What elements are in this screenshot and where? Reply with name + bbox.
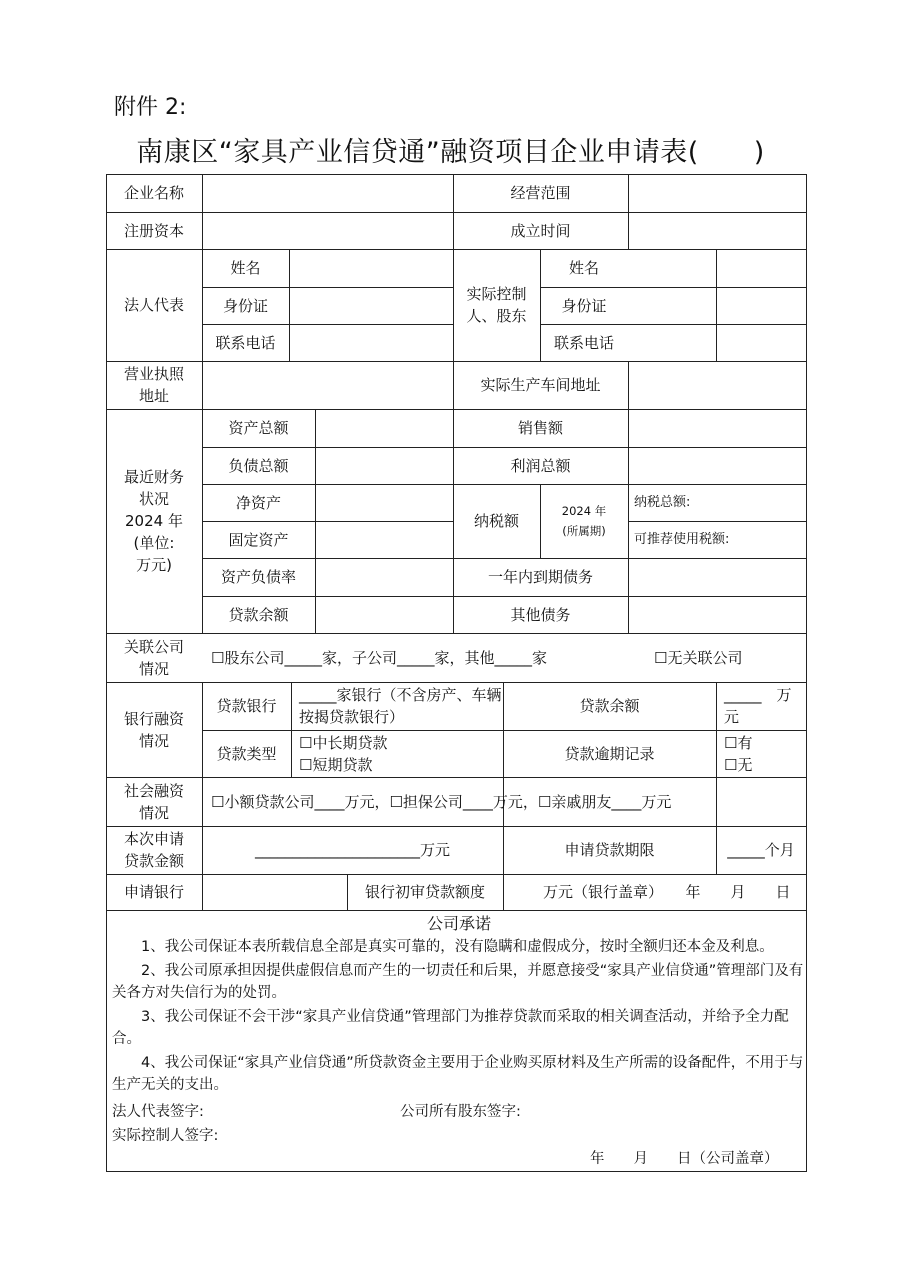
- label-total-tax[interactable]: 纳税总额:: [634, 494, 691, 510]
- shareholder-sign-label[interactable]: 公司所有股东签字:: [400, 1104, 521, 1120]
- label-debt-due: 一年内到期债务: [487, 568, 593, 586]
- promise-item-1: 1、我公司保证本表所载信息全部是真实可靠的，没有隐瞒和虚假成分，按时全额归还本金及利息。: [141, 939, 774, 955]
- label-net-assets: 净资产: [235, 493, 281, 512]
- label-loan-bank: 贷款银行: [216, 697, 277, 715]
- input-controller-phone-1[interactable]: [628, 324, 716, 361]
- input-debt-ratio[interactable]: [315, 558, 453, 596]
- input-debt-due[interactable]: [628, 558, 806, 596]
- input-sales[interactable]: [628, 409, 806, 447]
- label-overdue: 贷款逾期记录: [564, 744, 655, 763]
- label-legal-id: 身份证: [222, 296, 268, 315]
- promise-item-3: 3、我公司保证不会干涉“家具产业信贷通”管理部门为推荐贷款而采取的相关调查活动，并给予全力配合。: [112, 1009, 789, 1047]
- label-loan-balance-2: 贷款余额: [579, 697, 640, 715]
- company-promise: [112, 912, 806, 1096]
- label-controller-name: 姓名: [568, 259, 599, 277]
- label-total-liabilities: 负债总额: [228, 456, 289, 475]
- label-total-assets: 资产总额: [228, 419, 289, 437]
- label-tax-paid: 纳税额: [473, 512, 519, 530]
- table-rule-v: [806, 174, 807, 1172]
- input-total-liabilities[interactable]: [315, 447, 453, 484]
- no-related-checkbox[interactable]: ☐无关联公司: [654, 648, 743, 667]
- input-controller-id-1[interactable]: [628, 287, 716, 324]
- loan-balance-unit[interactable]: _____ 万: [724, 686, 792, 704]
- input-apply-bank[interactable]: [202, 874, 347, 910]
- loan-type-options[interactable]: ☐中长期贷款 ☐短期贷款: [299, 733, 388, 774]
- input-other-debt[interactable]: [628, 596, 806, 633]
- legal-sign-label[interactable]: 法人代表签字:: [112, 1104, 204, 1120]
- label-legal-name: 姓名: [230, 259, 261, 277]
- label-apply-amount: 本次申请 贷款金额: [123, 830, 184, 870]
- form-title: 南康区“家具产业信贷通”融资项目企业申请表( ): [136, 137, 765, 168]
- label-legal-rep: 法人代表: [123, 296, 184, 314]
- input-controller-id-2[interactable]: [716, 287, 806, 324]
- table-rule-h: [106, 910, 807, 911]
- label-total-profit: 利润总额: [510, 456, 571, 475]
- social-options[interactable]: ☐小额贷款公司____万元，☐担保公司____万元，☐亲戚朋友____万元: [211, 792, 672, 811]
- input-total-profit[interactable]: [628, 447, 806, 484]
- label-bank-initial: 银行初审贷款额度: [364, 883, 485, 901]
- label-recommend-tax[interactable]: 可推荐使用税额:: [634, 531, 730, 547]
- loan-balance-unit-yuan: 元: [724, 708, 740, 726]
- label-apply-bank: 申请银行: [123, 883, 184, 901]
- label-company-name: 企业名称: [123, 184, 184, 202]
- input-registered-capital[interactable]: [202, 212, 453, 249]
- label-loan-term: 申请贷款期限: [564, 841, 655, 859]
- loan-term-value[interactable]: _____个月: [727, 841, 795, 859]
- related-options[interactable]: ☐股东公司_____家，子公司_____家，其他_____家: [211, 648, 547, 667]
- attachment-label: 附件 2:: [114, 95, 187, 120]
- input-legal-name[interactable]: [289, 249, 453, 287]
- input-founded[interactable]: [628, 212, 806, 249]
- label-sales: 销售额: [517, 419, 563, 437]
- input-legal-phone[interactable]: [289, 324, 453, 361]
- label-founded: 成立时间: [510, 221, 571, 240]
- table-rule-h: [106, 1171, 807, 1172]
- label-controller-phone: 联系电话: [553, 333, 614, 352]
- label-tax-year: 2024 年 (所属期): [561, 504, 607, 538]
- label-other-debt: 其他债务: [510, 605, 571, 624]
- label-business-scope: 经营范围: [510, 184, 571, 202]
- input-company-name[interactable]: [202, 174, 453, 212]
- input-fixed-assets[interactable]: [315, 521, 453, 558]
- label-bank-finance: 银行融资 情况: [123, 709, 184, 750]
- loan-bank-value[interactable]: _____家银行（不含房产、车辆 按揭贷款银行）: [299, 686, 502, 726]
- label-social-finance: 社会融资 情况: [123, 781, 184, 822]
- input-legal-id[interactable]: [289, 287, 453, 324]
- label-related: 关联公司 情况: [123, 637, 184, 678]
- label-license-address: 营业执照 地址: [123, 365, 184, 405]
- input-controller-phone-2[interactable]: [716, 324, 806, 361]
- promise-item-4: 4、我公司保证“家具产业信贷通”所贷款资金主要用于企业购买原材料及生产所需的设备配件，不用于与生产无关的支出。: [112, 1055, 804, 1093]
- label-legal-phone: 联系电话: [215, 333, 276, 352]
- label-debt-ratio: 资产负债率: [220, 568, 296, 586]
- input-net-assets[interactable]: [315, 484, 453, 521]
- company-seal-date[interactable]: 年 月 日（公司盖章）: [590, 1151, 779, 1167]
- controller-sign-label[interactable]: 实际控制人签字:: [112, 1128, 219, 1144]
- input-loan-balance[interactable]: [315, 596, 453, 633]
- bank-seal-line[interactable]: 万元（银行盖章） 年 月 日: [543, 883, 791, 901]
- label-loan-type: 贷款类型: [216, 744, 277, 763]
- input-total-assets[interactable]: [315, 409, 453, 447]
- label-loan-balance: 贷款余额: [228, 605, 289, 624]
- overdue-options[interactable]: ☐有 ☐无: [724, 733, 753, 774]
- label-workshop-address: 实际生产车间地址: [480, 376, 601, 394]
- promise-heading: 公司承诺: [426, 914, 491, 933]
- table-rule-v: [291, 682, 292, 778]
- promise-item-2: 2、我公司原承担因提供虚假信息而产生的一切责任和后果，并愿意接受“家具产业信贷通”管理部门及有关各方对失信行为的处罚。: [112, 963, 804, 1001]
- input-business-scope[interactable]: [628, 174, 806, 212]
- label-finance: 最近财务 状况 2024 年 (单位: 万元): [123, 468, 184, 574]
- label-registered-capital: 注册资本: [123, 221, 184, 240]
- label-fixed-assets: 固定资产: [228, 530, 289, 549]
- input-controller-name-1[interactable]: [628, 249, 716, 287]
- input-workshop-address[interactable]: [628, 361, 806, 409]
- label-controller-id: 身份证: [561, 296, 607, 315]
- label-actual-controller: 实际控制 人、股东: [466, 285, 527, 325]
- apply-amount-value[interactable]: ______________________万元: [254, 841, 450, 859]
- input-license-address[interactable]: [202, 361, 453, 409]
- input-controller-name-2[interactable]: [716, 249, 806, 287]
